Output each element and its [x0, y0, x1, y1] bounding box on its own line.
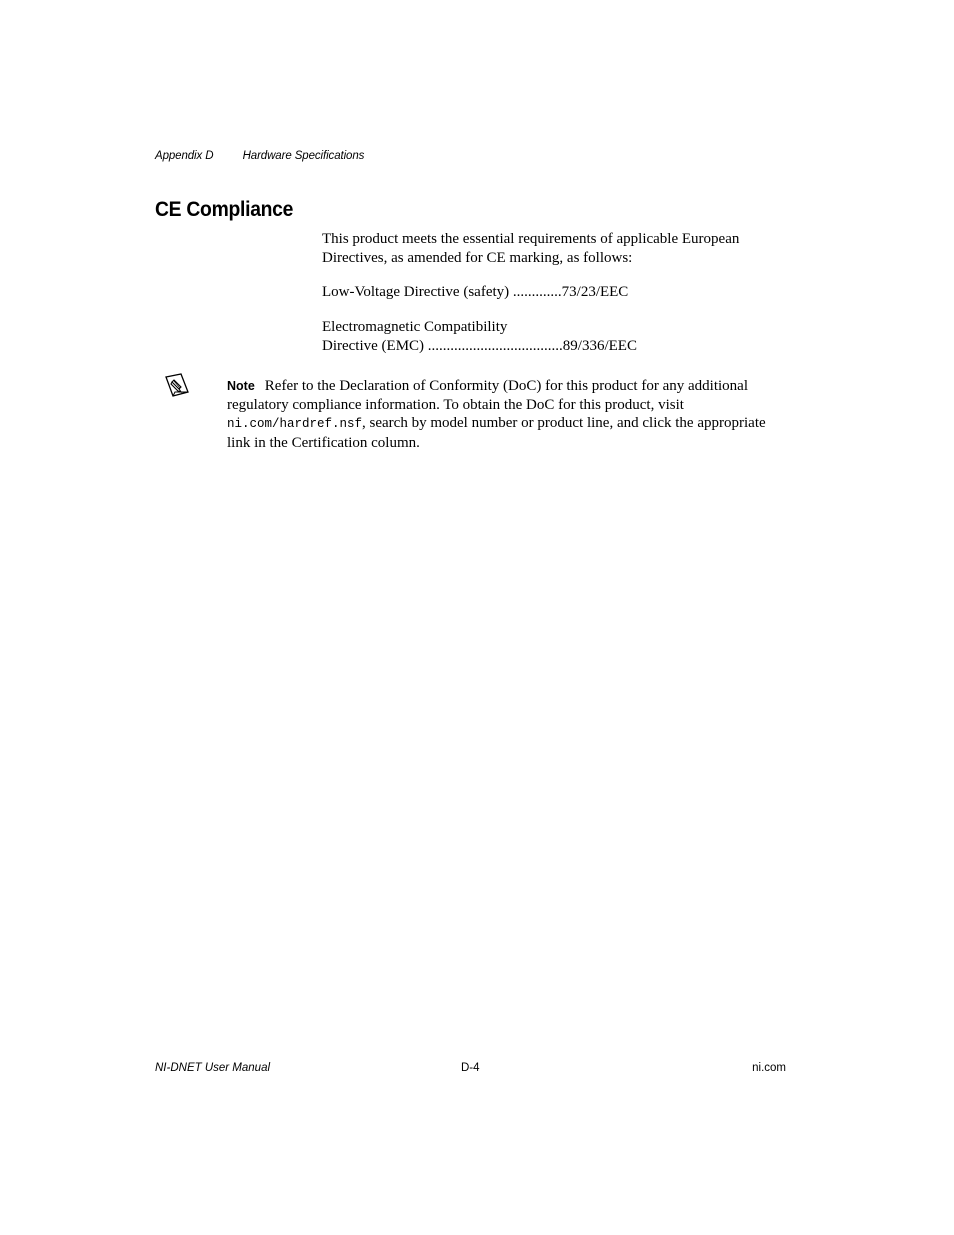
directive-emc-line1: Electromagnetic Compatibility — [322, 319, 508, 335]
note-pencil-icon — [163, 372, 191, 398]
footer-page-number: D-4 — [461, 1062, 480, 1074]
directive-low-voltage — [322, 283, 772, 302]
intro-paragraph: This product meets the essential requirements of applicable European Directives, as amended for CE marking, as follows: — [322, 231, 740, 266]
header-chapter: Appendix D — [155, 150, 214, 162]
page-header — [155, 150, 364, 162]
note-text-before: Refer to the Declaration of Conformity (DoC) for this product for any additional regulatory compliance information. To obtain the DoC for this product, visit — [227, 378, 748, 413]
note-text-after: , search by model number or product line, and click the appropriate link in the Certification column. — [227, 415, 766, 451]
footer-website: ni.com — [752, 1062, 786, 1074]
note-block — [227, 377, 787, 452]
directive-emc — [322, 318, 772, 355]
note-url-link[interactable]: ni.com/hardref.nsf — [227, 417, 363, 431]
footer-manual-title: NI-DNET User Manual — [155, 1062, 271, 1074]
directive-low-voltage-text: Low-Voltage Directive (safety) .............73/23/EEC — [322, 284, 629, 300]
directive-emc-line2: Directive (EMC) ....................................89/336/EEC — [322, 337, 637, 354]
note-label: Note — [227, 379, 255, 393]
section-heading: CE Compliance — [155, 198, 294, 221]
header-section: Hardware Specifications — [242, 150, 365, 162]
